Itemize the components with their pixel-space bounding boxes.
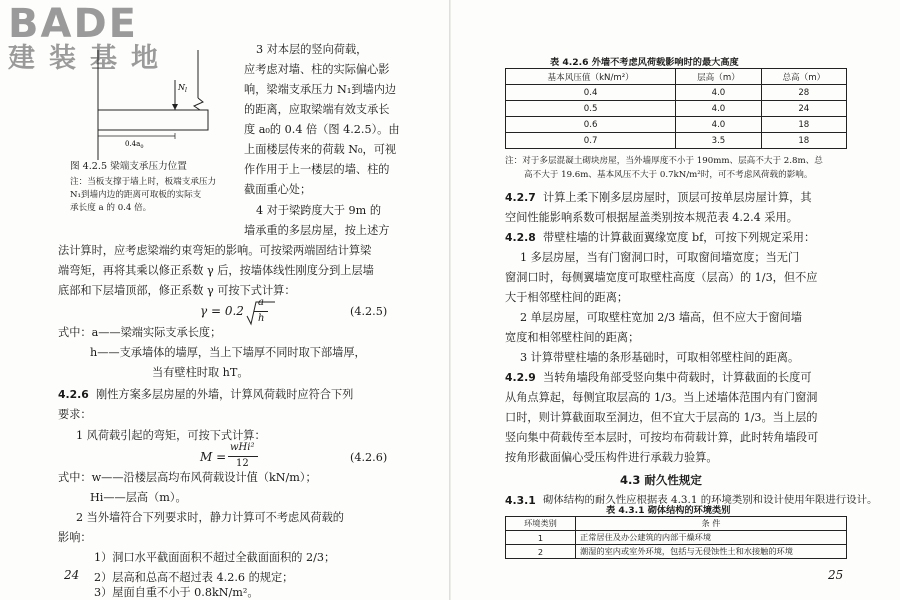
table-header-cell: 条 件: [576, 517, 847, 531]
table-header-cell: 层高（m）: [676, 69, 761, 85]
table-4-2-6-note-1: 注：对于多层混凝土砌块房屋，当外墙厚度不小于 190mm、层高不大于 2.8m、总: [505, 156, 823, 166]
list-item: 2）层高和总高不超过表 4.2.6 的规定；: [94, 571, 294, 584]
table-header-row: [506, 69, 847, 85]
dim-label: $0.4a_0$: [125, 140, 144, 150]
figure-note-2: N₁到墙内边的距离可取板的实际支: [70, 190, 202, 200]
logo-main-text: BADE: [8, 1, 138, 47]
table-header-row: [506, 517, 847, 531]
page-number-right: 25: [828, 568, 844, 582]
table-header-cell: 基本风压值（kN/m²）: [506, 69, 676, 85]
table-4-3-1-caption: 表 4.3.1 砌体结构的环境类别: [606, 505, 731, 516]
table-4-3-1: [505, 516, 847, 559]
table-row: 0.7 3.5 18: [506, 133, 847, 149]
list-item: 1）洞口水平截面面积不超过全截面面积的 2/3；: [94, 551, 336, 564]
figure-caption: 图 4.2.5 梁端支承压力位置: [70, 161, 187, 172]
table-4-2-6-note-2: 高不大于 19.6m、基本风压不大于 0.7kN/m²时，可不考虑风荷载的影响。: [524, 170, 813, 180]
page-number-left: 24: [64, 568, 80, 582]
list-item: 3）屋面自重不小于 0.8kN/m²。: [94, 586, 259, 599]
table-row: 2 潮湿的室内或室外环境，包括与无侵蚀性土和水接触的环境: [506, 545, 847, 559]
figure-4-2-5: [70, 50, 240, 160]
left-page: BADE 建装基地 $N_l$ $0.4a_0$ 图 4.2.5 梁端支承压力位置 注：当板支撑于墙上时，板端支承压力 N₁到墙内边的距离可取板的实际支 承长度 a 的 0.4 倍。 3 对本层的竖向荷载， 应考虑对墙、柱的实际偏心影 响，梁端支承压力 N₁到墙内边 的距离，应取梁端有效支承长 度 a₀的 0.4 倍（图 4.2.5）。由 上面楼层传来的荷载 N₀，可视 作作用于上一楼层的墙、柱的 截面重心处； 4 对于梁跨度大于 9m 的 墙承重的多层房屋，按上述方 法计算时，应考虑梁端约束弯矩的影响。可按梁两端固结计算梁 端弯矩，再将其乘以修正系数 γ 后，按墙体线性刚度分到上层墙 底部和下层墙顶部，修正系数 γ 可按下式计算： γ = 0.2 a h (4.2.5) 式中：a——梁端实际支承长度； h——支承墙体的墙厚，当上下墙厚不同时取下部墙厚， 当有壁柱时取 hT。 4.2.6 刚性方案多层房屋的外墙，计算风荷载时应符合下列 要求： 1 风荷载引起的弯矩，可按下式计算： M = wHi² 12 (4.2.6) 式中：w——沿楼层高均布风荷载设计值（kN/m）； Hi——层高（m）。 2 当外墙符合下列要求时，静力计算可不考虑风荷载的 影响： 1）洞口水平截面面积不超过全截面面积的 2/3； 2）层高和总高不超过表 4.2.6 的规定； 3）屋面自重不小于 0.8kN/m²。 24: [8, 1, 400, 599]
table-header-cell: 环境类别: [506, 517, 576, 531]
table-header-cell: 总高（m）: [761, 69, 846, 85]
nl-label: $N_l$: [178, 83, 187, 94]
book-spread: BADE 建装基地 $N_l$ $0.4a_0$ 图 4.2.5 梁端支承压力位置 注：当板支撑于墙上时，板端支承压力 N₁到墙内边的距离可取板的实际支 承长度 a 的 0.4 倍。 3 对本层的竖向荷载， 应考虑对墙、柱的实际偏心影 响，梁端支承压力 N₁到墙内边 的距离，应取梁端有效支承长 度 a₀的 0.4 倍（图 4.2.5）。由 上面楼层传来的荷载 N₀，可视 作作用于上一楼层的墙、柱的 截面重心处； 4 对于梁跨度大于 9m 的 墙承重的多层房屋，按上述方 法计算时，应考虑梁端约束弯矩的影响。可按梁两端固结计算梁 端弯矩，再将其乘以修正系数 γ 后，按墙体线性刚度分到上层墙 底部和下层墙顶部，修正系数 γ 可按下式计算： γ = 0.2 a h (4.2.5) 式中：a——梁端实际支承长度； h——支承墙体的墙厚，当上下墙厚不同时取下部墙厚， 当有壁柱时取 hT。 4.2.6 刚性方案多层房屋的外墙，计算风荷载时应符合下列 要求： 1 风荷载引起的弯矩，可按下式计算： M = wHi² 12 (4.2.6) 式中：w——沿楼层高均布风荷载设计值（kN/m）； Hi——层高（m）。 2 当外墙符合下列要求时，静力计算可不考虑风荷载的 影响： 1）洞口水平截面面积不超过全截面面积的 2/3； 2）层高和总高不超过表 4.2.6 的规定； 3）屋面自重不小于 0.8kN/m²。 24 表 4.2.6 外墙不考虑风荷载影响时的最大高度 基本风压值（kN/m²） 层高（m） 总高（m） 0.4 4.0 28 0.5 4.0 24 0.6 4.0 18 0.7 3.5 18 注：对于多层混凝土砌块房屋，当外墙厚度不小于 190mm、层高不大于 2.8m、总 高不大于 19.6m、基本风压不大于 0.7kN/m²时，可不考虑风荷载的影响。 4.2.7 计算上柔下刚多层房屋时，顶层可按单层房屋计算，其 空间性能影响系数可根据屋盖类别按本规范表 4.2.4 采用。 4.2.8 带壁柱墙的计算截面翼缘宽度 bf，可按下列规定采用： 1 多层房屋，当有门窗洞口时，可取窗间墙宽度；当无门 窗洞口时，每侧翼墙宽度可取壁柱高度（层高）的 1/3，但不应 大于相邻壁柱间的距离； 2 单层房屋，可取壁柱宽加 2/3 墙高，但不应大于窗间墙 宽度和相邻壁柱间的距离； 3 计算带壁柱墙的条形基础时，可取相邻壁柱间的距离。 4.2.9 当转角墙段角部受竖向集中荷载时，计算截面的长度可 从角点算起，每侧宜取层高的 1/3。当上述墙体范围内有门窗洞 口时，则计算截面取至洞边，但不宜大于层高的 1/3。当上层的 竖向集中荷载传至本层时，可按均布荷载计算，此时转角墙段可 按角形截面偏心受压构件进行承载力验算。 4.3 耐久性规定 4.3.1 砌体结构的耐久性应根据表 4.3.1 的环境类别和设计使用年限进行设计。 表 4.3.1 砌体结构的环境类别 环境类别 条 件 1 正常居住及办公建筑的内部干燥环境 2 潮湿的室内或室外环境，包括与无侵蚀性土和水接触的环境 25: [0, 0, 900, 600]
figure-note-3: 承长度 a 的 0.4 倍。: [70, 203, 152, 213]
logo-sub-text: 建装基地: [8, 43, 172, 74]
table-row: 0.4 4.0 28: [506, 85, 847, 101]
table-row: 1 正常居住及办公建筑的内部干燥环境: [506, 531, 847, 545]
section-heading-4-3: 4.3 耐久性规定: [620, 473, 702, 487]
table-row: 0.5 4.0 24: [506, 101, 847, 117]
table-row: 0.6 4.0 18: [506, 117, 847, 133]
table-4-2-6: [505, 68, 847, 149]
figure-note-1: 注：当板支撑于墙上时，板端支承压力: [70, 177, 217, 187]
table-4-2-6-caption: 表 4.2.6 外墙不考虑风荷载影响时的最大高度: [550, 57, 739, 68]
